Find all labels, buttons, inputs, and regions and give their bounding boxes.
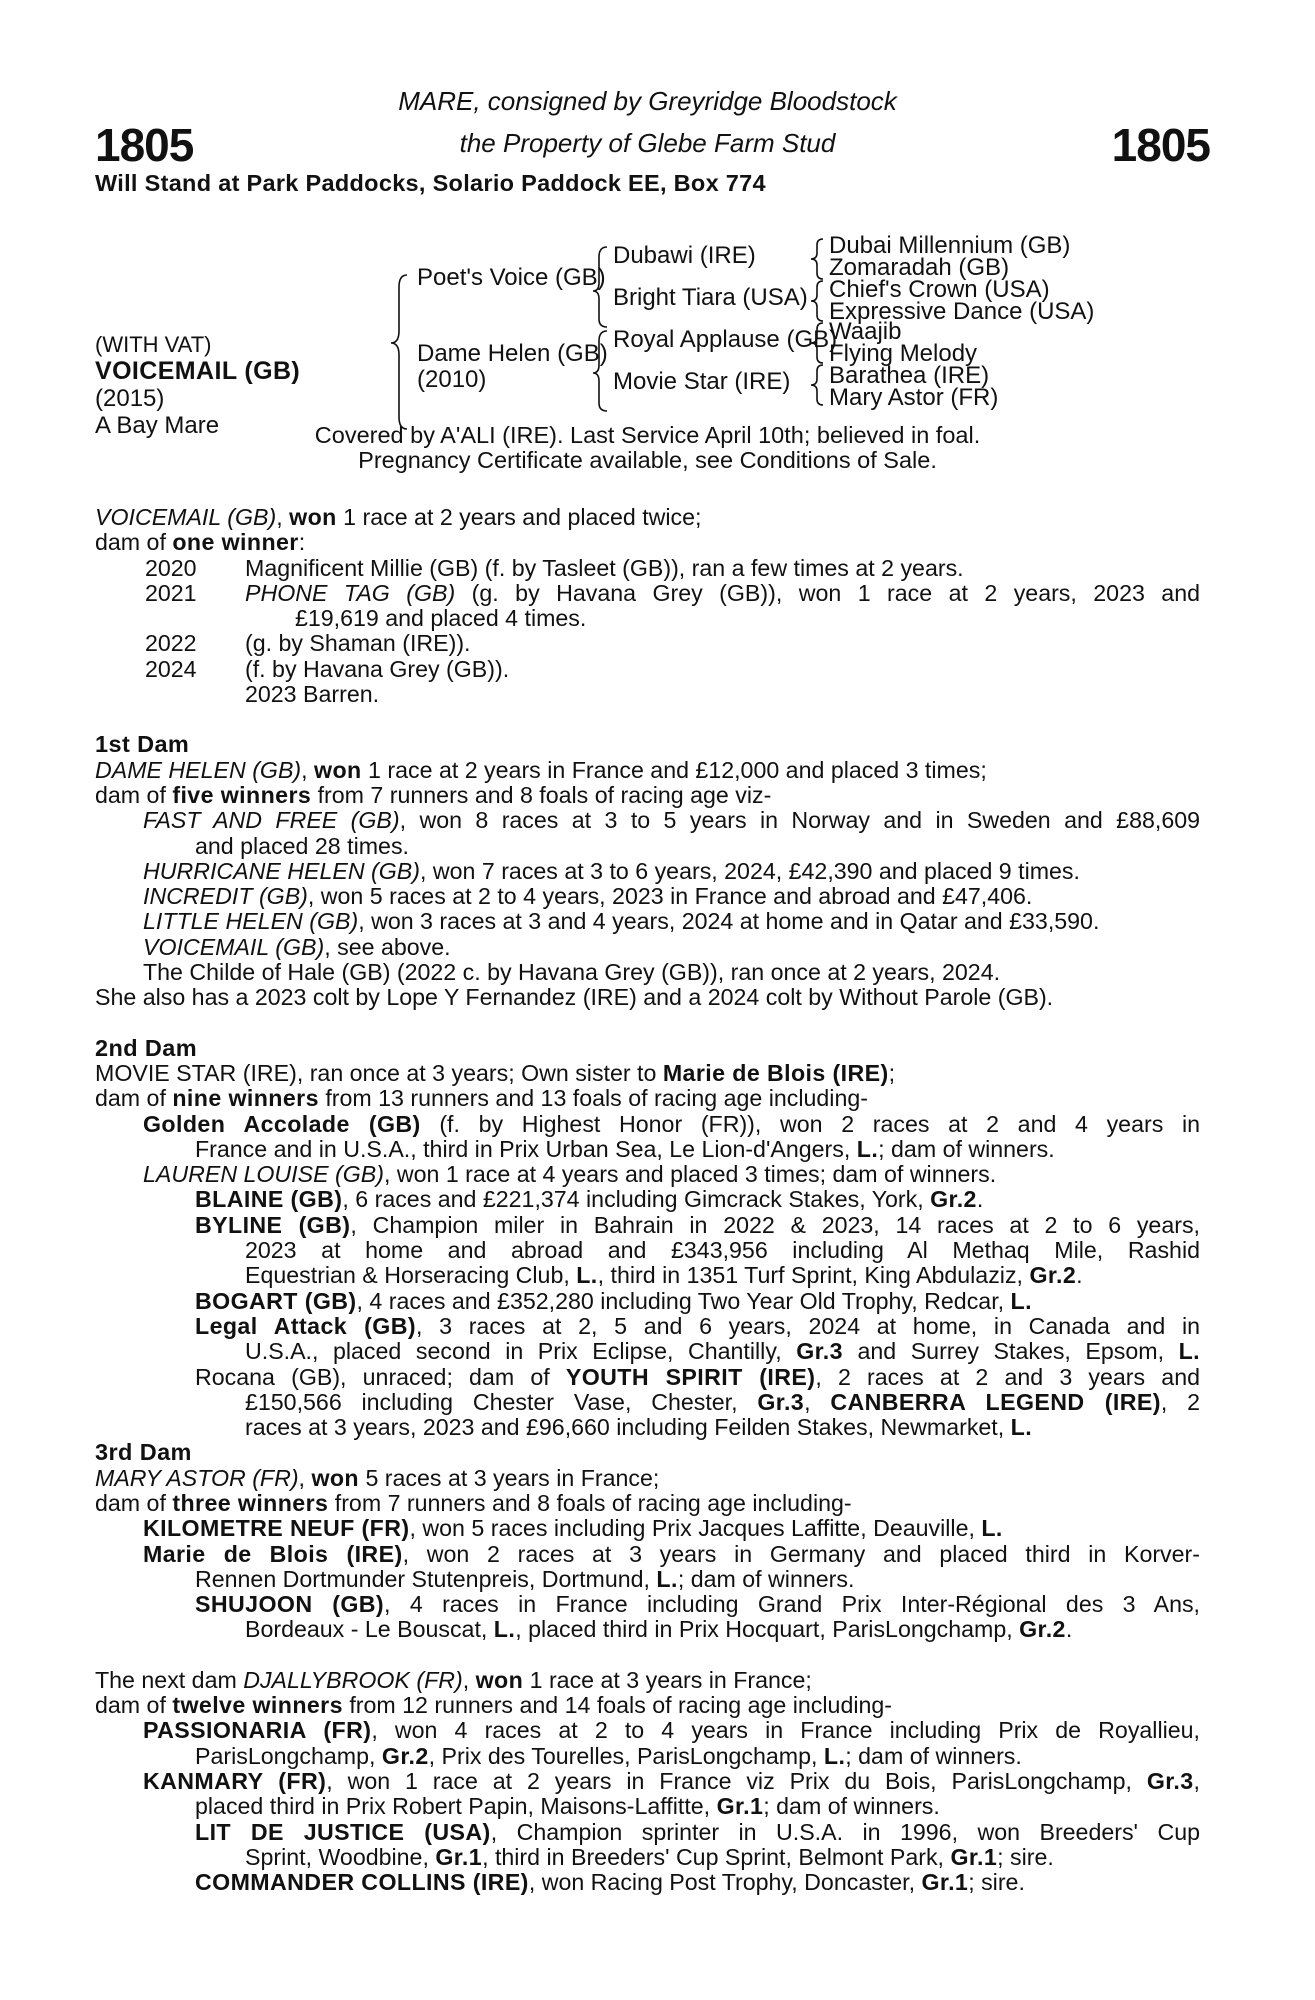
race-grade: L.	[856, 1135, 879, 1162]
race-grade: Gr.2	[930, 1186, 977, 1213]
progeny-line	[95, 808, 1200, 833]
punctuation: ;	[888, 1059, 896, 1086]
race-grade: L.	[656, 1565, 678, 1592]
next-dam-dam-of	[95, 1693, 1200, 1718]
progeny-name: Marie de Blois (IRE)	[143, 1540, 403, 1567]
second-dam-dam-of	[95, 1086, 1200, 1111]
grand-progeny-line	[95, 1820, 1200, 1845]
progeny-name: CANBERRA LEGEND (IRE)	[830, 1388, 1161, 1415]
grand-progeny-line-continued	[95, 1415, 1200, 1440]
grand-progeny-line-continued	[95, 1617, 1200, 1642]
progeny-name: SHUJOON (GB)	[195, 1591, 385, 1618]
progeny-text: and Surrey Stakes, Epsom,	[842, 1338, 1179, 1365]
progeny-name: COMMANDER COLLINS (IRE)	[195, 1869, 529, 1896]
third-dam-dam-of	[95, 1491, 1200, 1516]
progeny-text: France and in U.S.A., third in Prix Urban Sea, Le Lion-d'Angers,	[195, 1135, 857, 1162]
progeny-text: , 4 races and £352,280 including Two Year Old Trophy, Redcar,	[356, 1287, 1011, 1314]
progeny-text: , placed third in Prix Hocquart, ParisLongchamp,	[515, 1616, 1020, 1643]
progeny-line	[95, 1542, 1200, 1567]
race-grade: Gr.3	[1146, 1767, 1194, 1794]
progeny-text: races at 3 years, 2023 and £96,660 including Feilden Stakes, Newmarket,	[245, 1414, 1011, 1441]
foal-text: (f. by Havana Grey (GB)).	[245, 655, 510, 682]
progeny-name: BYLINE (GB)	[195, 1211, 351, 1238]
first-dam-dam-of	[95, 783, 1200, 808]
progeny-name: LAUREN LOUISE (GB)	[143, 1161, 384, 1188]
progeny-name: FAST AND FREE (GB)	[143, 807, 400, 834]
grand-progeny-line-continued: 2023 at home and abroad and £343,956 including Al Methaq Mile, Rashid	[245, 1237, 1200, 1264]
horse-year: (2015)	[95, 385, 165, 412]
progeny-name: LIT DE JUSTICE (USA)	[195, 1818, 491, 1845]
race-grade: Gr.1	[921, 1869, 969, 1896]
progeny-line: The Childe of Hale (GB) (2022 c. by Havana Grey (GB)), ran once at 2 years, 2024.	[143, 959, 1001, 986]
progeny-line	[95, 1516, 1200, 1541]
sire-dam-name: Bright Tiara (USA)	[613, 284, 808, 311]
ggp-1: Dubai Millennium (GB)	[829, 232, 1071, 259]
dam-sire-name: Royal Applause (GB)	[613, 326, 838, 353]
punctuation: ,	[1193, 1767, 1200, 1794]
progeny-text: , won 1 race at 2 years in France viz Prix du Bois, ParisLongchamp,	[326, 1767, 1147, 1794]
race-grade: L.	[1178, 1338, 1200, 1365]
grand-progeny-line-continued	[95, 1845, 1200, 1870]
grand-progeny-line-continued	[95, 1263, 1200, 1288]
foal-row	[95, 581, 1200, 606]
progeny-text: Rocana (GB), unraced; dam of	[195, 1363, 566, 1390]
progeny-text: , third in 1351 Turf Sprint, King Abdulaziz,	[597, 1262, 1030, 1289]
winner-count: one winner	[172, 529, 299, 556]
progeny-line-continued	[95, 1567, 1200, 1592]
progeny-text: ; dam of winners.	[763, 1793, 940, 1820]
dam-of-label: dam of	[95, 1692, 173, 1719]
progeny-name: VOICEMAIL (GB)	[143, 933, 325, 960]
foal-detail: (g. by Havana Grey (GB)), won 1 race at 2 years, 2023 and	[455, 579, 1200, 606]
won-word: won	[314, 756, 362, 783]
progeny-name: KANMARY (FR)	[143, 1767, 327, 1794]
dam-of-suffix: from 12 runners and 14 foals of racing age including-	[342, 1692, 893, 1719]
foal-text: Magnificent Millie (GB) (f. by Tasleet (GB)), ran a few times at 2 years.	[245, 554, 964, 581]
third-dam-intro-text: 5 races at 3 years in France;	[359, 1464, 660, 1491]
foal-text-continued: £19,619 and placed 4 times.	[295, 605, 587, 632]
grand-progeny-line	[95, 1213, 1200, 1238]
race-grade: L.	[1010, 1414, 1033, 1441]
progeny-text: , see above.	[324, 933, 451, 960]
progeny-name: BOGART (GB)	[195, 1287, 357, 1314]
consignment-line-2: the Property of Glebe Farm Stud	[459, 128, 836, 158]
foal-text: 2023 Barren.	[245, 681, 380, 708]
covering-note	[95, 423, 1200, 473]
dam-name-ref: MARY ASTOR (FR)	[95, 1464, 299, 1491]
dam-name-ref: DAME HELEN (GB)	[95, 756, 302, 783]
progeny-text: £150,566 including Chester Vase, Chester,	[245, 1388, 758, 1415]
dam-of-suffix: from 13 runners and 13 foals of racing age including-	[318, 1085, 868, 1112]
progeny-line	[95, 859, 1200, 884]
progeny-line	[95, 909, 1200, 934]
consignment-line-1: MARE, consigned by Greyridge Bloodstock	[398, 86, 897, 116]
sire-name: Poet's Voice (GB)	[417, 264, 606, 291]
dam-year: (2010)	[417, 366, 487, 393]
grand-progeny-line	[95, 1289, 1200, 1314]
dam-of-suffix: :	[298, 529, 306, 556]
grand-progeny-line	[95, 1870, 1200, 1895]
first-dam-heading: 1st Dam	[95, 731, 190, 758]
progeny-text: , won 2 races at 3 years in Germany and placed third in Korver-	[402, 1540, 1200, 1567]
foal-text: (g. by Shaman (IRE)).	[245, 630, 471, 657]
progeny-text: , won 4 races at 2 to 4 years in France including Prix de Royallieu,	[371, 1717, 1200, 1744]
foal-year	[95, 682, 245, 707]
progeny-text: placed third in Prix Robert Papin, Maisons-Laffitte,	[195, 1793, 717, 1820]
progeny-text: ; dam of winners.	[677, 1565, 855, 1592]
progeny-text: (f. by Highest Honor (FR)), won 2 races at 2 and 4 years in	[420, 1110, 1200, 1137]
dam-name: Dame Helen (GB)	[417, 340, 608, 367]
race-grade: Gr.3	[796, 1338, 843, 1365]
progeny-line-continued	[95, 1744, 1200, 1769]
progeny-text: , 2 races at 2 and 3 years and	[815, 1363, 1200, 1390]
progeny-line	[95, 884, 1200, 909]
sister-name: Marie de Blois (IRE)	[662, 1059, 889, 1086]
ggp-6: Flying Melody	[829, 340, 978, 367]
race-grade: L.	[576, 1262, 598, 1289]
progeny-name: LITTLE HELEN (GB)	[143, 908, 359, 935]
race-grade: L.	[493, 1616, 516, 1643]
foal-year: 2021	[145, 579, 197, 606]
ggp-8: Mary Astor (FR)	[829, 384, 999, 411]
catalogue-body	[95, 505, 1200, 1895]
progeny-line-continued: and placed 28 times.	[195, 832, 409, 859]
progeny-text: ; dam of winners.	[845, 1742, 1022, 1769]
foal-row-continued	[95, 606, 1200, 631]
progeny-text: ; dam of winners.	[878, 1135, 1055, 1162]
race-grade: L.	[981, 1515, 1003, 1542]
foal-name: PHONE TAG (GB)	[245, 579, 456, 606]
race-grade: L.	[1010, 1287, 1032, 1314]
produce-intro-text: 1 race at 2 years and placed twice;	[336, 504, 702, 530]
grand-progeny-line	[95, 1314, 1200, 1339]
punctuation: ,	[462, 1666, 476, 1693]
dam-of-suffix: from 7 runners and 8 foals of racing age viz-	[311, 781, 772, 808]
third-dam-heading: 3rd Dam	[95, 1439, 192, 1466]
punctuation: .	[1065, 1616, 1073, 1643]
horse-description: A Bay Mare	[95, 412, 220, 439]
race-grade: Gr.3	[757, 1388, 805, 1415]
progeny-line	[95, 1769, 1200, 1794]
progeny-text: Equestrian & Horseracing Club,	[245, 1262, 577, 1289]
progeny-text: , Prix des Tourelles, ParisLongchamp,	[428, 1742, 824, 1769]
dam-dam-name: Movie Star (IRE)	[613, 368, 791, 395]
next-dam-label: The next dam	[95, 1666, 244, 1693]
progeny-name: INCREDIT (GB)	[143, 883, 308, 910]
progeny-text: , Champion miler in Bahrain in 2022 & 2023, 14 races at 2 to 6 years,	[350, 1211, 1200, 1238]
progeny-text: , Champion sprinter in U.S.A. in 1996, won Breeders' Cup	[490, 1818, 1200, 1845]
race-grade: Gr.2	[381, 1742, 429, 1769]
race-grade: Gr.2	[1019, 1616, 1066, 1643]
foal-year: 2024	[145, 655, 197, 682]
grand-progeny-line-continued	[95, 1339, 1200, 1364]
lot-number-right: 1805	[1111, 119, 1210, 171]
progeny-text: U.S.A., placed second in Prix Eclipse, Chantilly,	[245, 1338, 797, 1365]
ggp-3: Chief's Crown (USA)	[829, 276, 1050, 303]
progeny-line	[95, 1162, 1200, 1187]
progeny-text: , won 7 races at 3 to 6 years, 2024, £42,390 and placed 9 times.	[420, 857, 1080, 884]
progeny-line	[95, 1718, 1200, 1743]
first-dam-intro-text: 1 race at 2 years in France and £12,000 and placed 3 times;	[361, 756, 987, 783]
ggp-5: Waajib	[829, 318, 902, 345]
grand-progeny-line	[95, 1365, 1200, 1390]
ggp-4: Expressive Dance (USA)	[829, 298, 1095, 325]
foal-year: 2022	[145, 630, 197, 657]
punctuation: .	[976, 1186, 984, 1213]
covering-line-2: Pregnancy Certificate available, see Conditions of Sale.	[358, 447, 937, 473]
race-grade: Gr.1	[435, 1843, 483, 1870]
progeny-name: Legal Attack (GB)	[195, 1312, 416, 1339]
winner-count: five winners	[172, 781, 312, 808]
horse-name-ref: VOICEMAIL (GB)	[95, 504, 277, 530]
winner-count: three winners	[172, 1489, 329, 1516]
progeny-text: , 6 races and £221,374 including Gimcrack Stakes, York,	[342, 1186, 931, 1213]
progeny-text: , won Racing Post Trophy, Doncaster,	[528, 1869, 922, 1896]
progeny-text: , 2	[1160, 1388, 1201, 1415]
progeny-line	[95, 935, 1200, 960]
won-word: won	[289, 504, 337, 530]
grand-progeny-line-continued	[95, 1390, 1200, 1415]
progeny-text: ParisLongchamp,	[195, 1742, 382, 1769]
race-grade: Gr.1	[716, 1793, 764, 1820]
produce-intro: VOICEMAIL (GB), won 1 race at 2 years and placed twice;	[95, 504, 702, 530]
winner-count: nine winners	[172, 1085, 319, 1112]
winner-count: twelve winners	[172, 1692, 343, 1719]
grand-progeny-line	[95, 1592, 1200, 1617]
progeny-text: Bordeaux - Le Bouscat,	[245, 1616, 494, 1643]
ggp-2: Zomaradah (GB)	[829, 254, 1010, 281]
lot-number-left: 1805	[95, 119, 194, 171]
progeny-text: , won 5 races at 2 to 4 years, 2023 in France and abroad and £47,406.	[307, 883, 1033, 910]
consignment-block	[95, 80, 1200, 164]
foal-row	[95, 556, 1200, 581]
progeny-text: , won 3 races at 3 and 4 years, 2024 at home and in Qatar and £33,590.	[358, 908, 1100, 935]
progeny-name: Golden Accolade (GB)	[143, 1110, 421, 1137]
dam-of-suffix: from 7 runners and 8 foals of racing age including-	[328, 1489, 852, 1516]
dam-of-label: dam of	[95, 781, 173, 808]
progeny-text: , won 1 race at 4 years and placed 3 times; dam of winners.	[383, 1161, 997, 1188]
stand-location: Will Stand at Park Paddocks, Solario Paddock EE, Box 774	[95, 170, 766, 196]
race-grade: L.	[823, 1742, 846, 1769]
progeny-text: ; sire.	[997, 1843, 1054, 1870]
progeny-text: , third in Breeders' Cup Sprint, Belmont Park,	[482, 1843, 951, 1870]
dam-of-label: dam of	[95, 1489, 173, 1516]
progeny-name: KILOMETRE NEUF (FR)	[143, 1515, 410, 1542]
won-word: won	[311, 1464, 360, 1491]
foal-row	[95, 657, 1200, 682]
race-grade: Gr.1	[950, 1843, 998, 1870]
progeny-line	[95, 1112, 1200, 1137]
next-dam-intro	[95, 1668, 1200, 1693]
second-dam-heading: 2nd Dam	[95, 1034, 198, 1061]
produce-dam-of	[95, 530, 1200, 555]
ggp-7: Barathea (IRE)	[829, 362, 990, 389]
second-dam-intro-text: MOVIE STAR (IRE), ran once at 3 years; Own sister to	[95, 1059, 663, 1086]
first-dam-intro: DAME HELEN (GB), won 1 race at 2 years in France and £12,000 and placed 3 times;	[95, 756, 987, 783]
progeny-text: , won 5 races including Prix Jacques Laffitte, Deauville,	[409, 1515, 982, 1542]
grand-progeny-line	[95, 1187, 1200, 1212]
progeny-name: YOUTH SPIRIT (IRE)	[565, 1363, 816, 1390]
foal-row	[95, 682, 1200, 707]
foal-row	[95, 631, 1200, 656]
progeny-name: BLAINE (GB)	[195, 1186, 343, 1213]
progeny-text: ; sire.	[968, 1869, 1025, 1896]
punctuation: ,	[804, 1388, 831, 1415]
dam-of-label: dam of	[95, 529, 173, 556]
progeny-line-continued	[95, 1137, 1200, 1162]
dam-of-label: dam of	[95, 1085, 173, 1112]
progeny-line-continued	[95, 1794, 1200, 1819]
race-grade: Gr.2	[1029, 1262, 1077, 1289]
first-dam-also-has: She also has a 2023 colt by Lope Y Fernandez (IRE) and a 2024 colt by Without Parole (GB).	[95, 984, 1054, 1011]
progeny-text: , 3 races at 2, 5 and 6 years, 2024 at home, in Canada and in	[415, 1312, 1200, 1339]
horse-name: VOICEMAIL (GB)	[95, 357, 301, 385]
vat-note: (WITH VAT)	[95, 332, 212, 357]
foal-year: 2020	[145, 554, 197, 581]
third-dam-intro: MARY ASTOR (FR), won 5 races at 3 years in France;	[95, 1464, 660, 1491]
progeny-name: PASSIONARIA (FR)	[143, 1717, 372, 1744]
progeny-text: Rennen Dortmunder Stutenpreis, Dortmund,	[195, 1565, 657, 1592]
progeny-text: , won 8 races at 3 to 5 years in Norway and in Sweden and £88,609	[399, 807, 1201, 834]
second-dam-intro	[95, 1061, 1200, 1086]
punctuation: .	[1076, 1262, 1083, 1289]
progeny-text: , 4 races in France including Grand Prix Inter-Régional des 3 Ans,	[384, 1591, 1200, 1618]
foal-text	[245, 581, 1200, 606]
progeny-text: Sprint, Woodbine,	[245, 1843, 436, 1870]
progeny-name: HURRICANE HELEN (GB)	[143, 857, 420, 884]
dam-name-ref: DJALLYBROOK (FR)	[243, 1666, 463, 1693]
next-dam-intro-text: 1 race at 3 years in France;	[523, 1666, 812, 1693]
won-word: won	[475, 1666, 524, 1693]
covering-line-1: Covered by A'ALI (IRE). Last Service April 10th; believed in foal.	[314, 422, 981, 448]
sire-sire-name: Dubawi (IRE)	[613, 242, 756, 269]
